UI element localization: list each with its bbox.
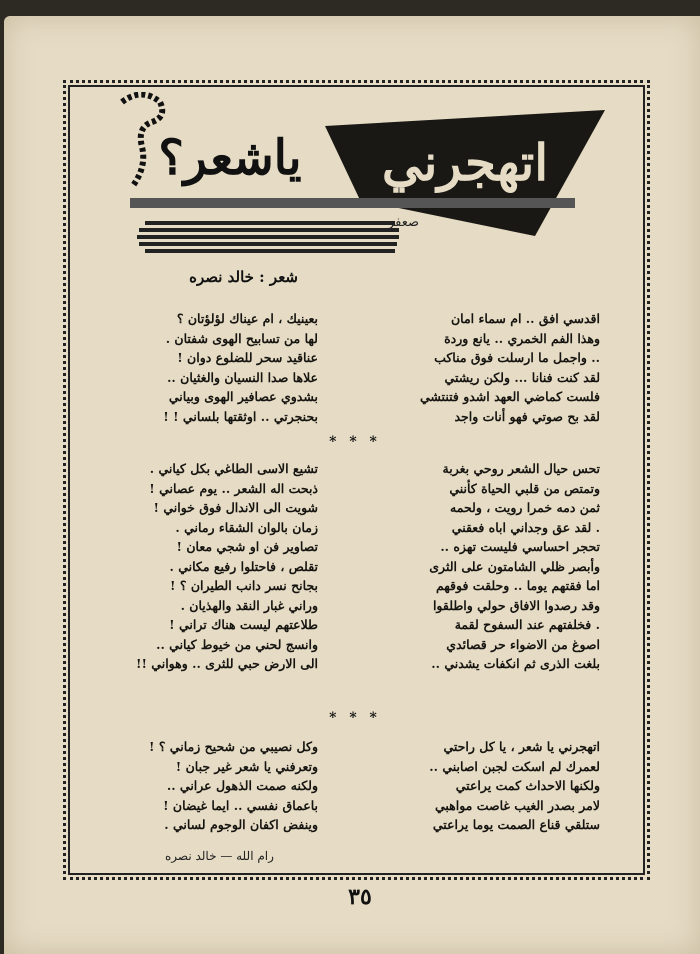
verse-line: لقد كنت فنانا ... ولكن ريشتي <box>444 369 600 385</box>
verse-line: ولكنه صمت الذهول عراني .. <box>166 778 318 793</box>
verse-line: تحجر احساسي فليست تهزه .. <box>440 539 600 554</box>
stanza-1-left-column <box>118 309 318 426</box>
verse-line: بحنجرتي .. اوثقتها بلساني ! ! <box>163 408 318 424</box>
page-number: ٣٥ <box>348 884 372 910</box>
poem-byline: شعر : خالد نصره <box>189 268 298 286</box>
verse-line: . لقد عق وجداني اباه فعقني <box>451 519 600 535</box>
verse-line: وهذا الفم الخمري .. يانع وردة <box>444 330 600 346</box>
verse-line: ستلقي قناع الصمت يوما يراعتي <box>432 817 600 832</box>
verse-line: وكل نصيبي من شحيح زماني ؟ ! <box>148 739 318 754</box>
stanza-separator: * * * <box>329 710 381 726</box>
poem-title-sub: ياشعر؟ <box>158 130 302 186</box>
verse-line: الى الارض حبي للثرى .. وهواني !! <box>135 656 318 671</box>
verse-line: ثمن دمه خمرا رويت ، ولحمه <box>450 500 600 515</box>
verse-line: .. واجمل ما ارسلت فوق مناكب <box>434 350 600 365</box>
verse-line: بشدوي عصافير الهوى وبياني <box>168 389 318 404</box>
verse-line: لعمرك لم اسكت لجبن اصابني .. <box>429 758 600 774</box>
verse-line: وتمتص من قلبي الحياة كأنني <box>449 480 600 496</box>
verse-line: لها من تسابيح الهوى شفتان . <box>165 330 318 346</box>
verse-line: وأبصر ظلي الشامتون على الثرى <box>429 558 600 574</box>
stanza-2-right-column <box>385 459 600 674</box>
verse-line: عناقيد سحر للضلوع دوان ! <box>177 350 318 365</box>
verse-line: فلست كماضي العهد اشدو فتنتشي <box>419 389 600 404</box>
verse-line: تشيع الاسى الطاغي بكل كياني . <box>149 461 318 476</box>
verse-line: لقد بح صوتي فهو أنات واجد <box>454 408 600 424</box>
verse-line: . فخلفتهم عند السفوح لقمة <box>454 617 600 632</box>
stanza-1-right-column <box>385 309 600 426</box>
stanza-separator: * * * <box>329 434 381 450</box>
verse-line: علاها صدا النسيان والغثيان .. <box>167 369 318 385</box>
verse-line: وقد رصدوا الافاق حولي واطلقوا <box>432 597 600 613</box>
verse-line: اصوغ من الاضواء حر قصائدي <box>446 636 600 652</box>
verse-line: ولكنها الاحداث كمت يراعتي <box>455 778 600 793</box>
verse-line: اقدسي افق .. ام سماء امان <box>451 311 600 326</box>
stanza-3-left-column <box>118 737 318 835</box>
verse-line: شويت الى الاندال فوق خواني ! <box>153 500 318 515</box>
verse-line: بعينيك ، ام عيناك لؤلؤتان ؟ <box>176 311 318 326</box>
verse-line: زمان بالوان الشقاء رماني . <box>175 519 318 535</box>
verse-line: اما فقتهم يوما .. وحلقت فوقهم <box>435 578 600 593</box>
stanza-3-right-column <box>385 737 600 835</box>
verse-line: تحس حيال الشعر روحي بغربة <box>442 461 600 476</box>
verse-line: بلغت الذرى ثم انكفات يشدني .. <box>431 656 600 671</box>
verse-line: اتهجرني يا شعر ، يا كل راحتي <box>443 739 600 754</box>
verse-line: طلاعتهم ليست هناك تراني ! <box>169 617 318 632</box>
verse-line: وينفض اكفان الوجوم لساني . <box>164 817 318 832</box>
artist-signature: صعفر <box>388 215 420 230</box>
verse-line: وراني غبار النقد والهذيان . <box>180 597 318 613</box>
poem-title-main: اتهجرني <box>381 133 549 192</box>
verse-line: تصاوير فن او شجي معان ! <box>176 539 318 554</box>
verse-line: بجانح نسر دانب الطيران ؟ ! <box>170 578 318 593</box>
verse-line: وتعرفني يا شعر غير جبان ! <box>175 758 318 774</box>
verse-line: لامر بصدر الغيب غاصت مواهبي <box>434 797 600 813</box>
verse-line: ذبحت اله الشعر .. يوم عصاني ! <box>149 480 318 496</box>
verse-line: تقلص ، فاحتلوا رفيع مكاني . <box>169 558 318 574</box>
stanza-2-left-column <box>118 459 318 674</box>
verse-line: وانسج لحني من خيوط كياني .. <box>156 636 318 652</box>
question-hook-ornament <box>112 92 172 192</box>
author-credit: رام الله — خالد نصره <box>165 849 274 863</box>
verse-line: باعماق نفسي .. ايما غيضان ! <box>163 797 318 813</box>
decorative-bars <box>125 196 575 266</box>
